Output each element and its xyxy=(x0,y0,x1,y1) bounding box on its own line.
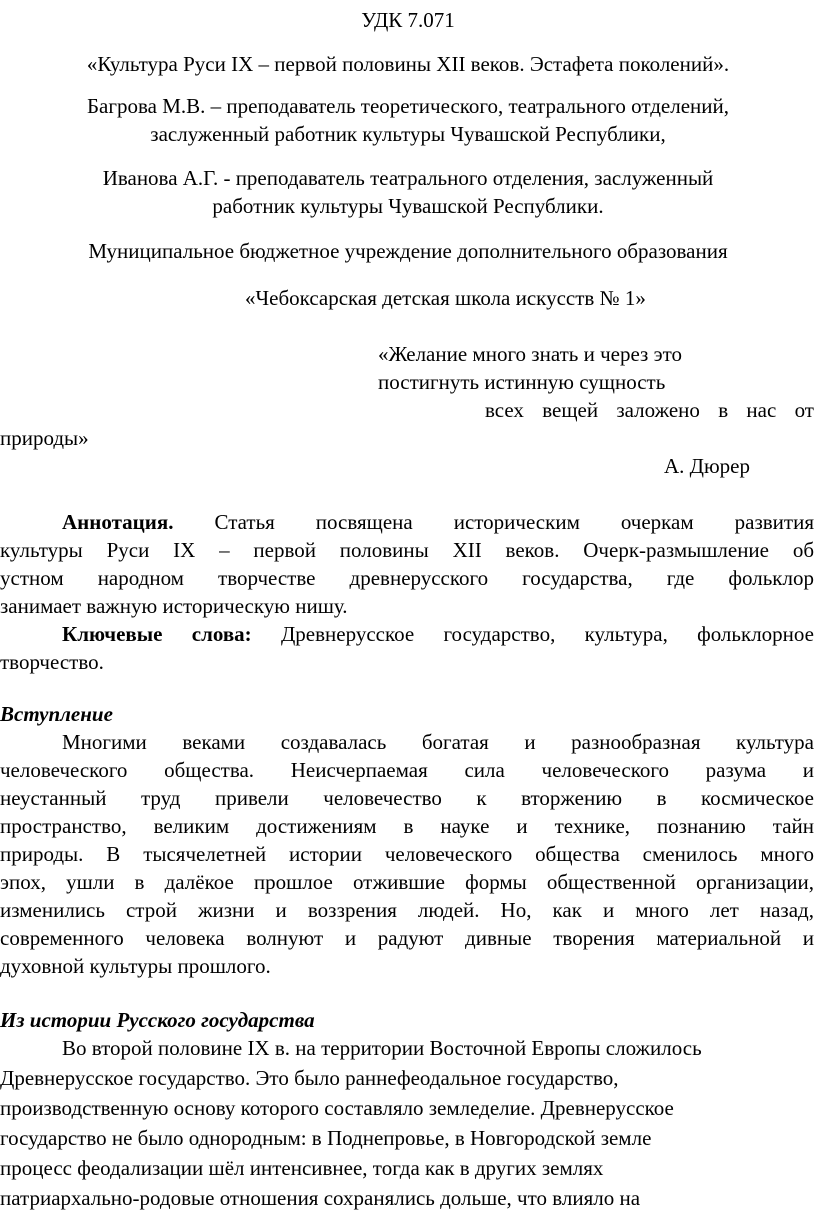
history-line: государство не было однородным: в Поднепровье, в Новгородской земле xyxy=(0,1126,652,1150)
author1-line1: Багрова М.В. – преподаватель теоретического, театрального отделений, xyxy=(87,94,729,118)
annotation-line4: занимает важную историческую нишу. xyxy=(0,594,348,618)
history-line: процесс феодализации шёл интенсивнее, тогда как в других землях xyxy=(0,1156,604,1180)
intro-heading: Вступление xyxy=(0,702,113,726)
annotation-line3: устном народном творчестве древнерусского государства, где фольклор xyxy=(0,566,814,590)
keywords-line2: творчество. xyxy=(0,650,104,674)
intro-line: неустанный труд привели человечество к вторжению в космическое xyxy=(0,786,814,810)
intro-line: эпох, ушли в далёкое прошлое отжившие формы общественной организации, xyxy=(0,870,814,894)
annotation-text: Статья посвящена историческим очеркам развития xyxy=(173,510,814,534)
intro-line: человеческого общества. Неисчерпаемая сила человеческого разума и xyxy=(0,758,814,782)
intro-line: пространство, великим достижениям в науке и технике, познанию тайн xyxy=(0,814,814,838)
intro-line: Многими веками создавалась богатая и разнообразная культура xyxy=(62,730,814,754)
history-line: Во второй половине IX в. на территории Восточной Европы сложилось xyxy=(62,1036,702,1060)
institution-line2: «Чебоксарская детская школа искусств № 1» xyxy=(245,286,646,310)
udk-code: УДК 7.071 xyxy=(361,8,455,32)
keywords-label: Ключевые слова: xyxy=(62,622,252,646)
annotation-label: Аннотация. xyxy=(62,510,174,534)
annotation-line2: культуры Руси IX – первой половины XII веков. Очерк-размышление об xyxy=(0,538,814,562)
epigraph-line2: постигнуть истинную сущность xyxy=(378,370,666,394)
intro-line: изменились строй жизни и воззрения людей. Но, как и много лет назад, xyxy=(0,898,814,922)
history-line: производственную основу которого составляло земледелие. Древнерусское xyxy=(0,1096,674,1120)
epigraph-line1: «Желание много знать и через это xyxy=(378,342,683,366)
author1-line2: заслуженный работник культуры Чувашской Республики, xyxy=(150,122,666,146)
author2-line1: Иванова А.Г. - преподаватель театрального отделения, заслуженный xyxy=(102,166,714,190)
institution-line1: Муниципальное бюджетное учреждение дополнительного образования xyxy=(88,239,728,263)
epigraph-author: А. Дюрер xyxy=(664,454,750,478)
annotation-line1 xyxy=(62,508,814,536)
keywords-text: Древнерусское государство, культура, фольклорное xyxy=(251,622,814,646)
history-line: патриархально-родовые отношения сохранялись дольше, что влияло на xyxy=(0,1186,641,1210)
epigraph-line4: природы» xyxy=(0,426,89,450)
history-heading: Из истории Русского государства xyxy=(0,1008,315,1032)
intro-line: современного человека волнуют и радуют дивные творения материальной и xyxy=(0,926,814,950)
history-line: Древнерусское государство. Это было раннефеодальное государство, xyxy=(0,1066,619,1090)
keywords-line1 xyxy=(62,620,814,648)
epigraph-line3: всех вещей заложено в нас от xyxy=(485,398,814,422)
intro-line: духовной культуры прошлого. xyxy=(0,954,271,978)
article-title: «Культура Руси IX – первой половины XII веков. Эстафета поколений». xyxy=(86,52,730,76)
author2-line2: работник культуры Чувашской Республики. xyxy=(212,194,604,218)
intro-line: природы. В тысячелетней истории человеческого общества сменилось много xyxy=(0,842,814,866)
